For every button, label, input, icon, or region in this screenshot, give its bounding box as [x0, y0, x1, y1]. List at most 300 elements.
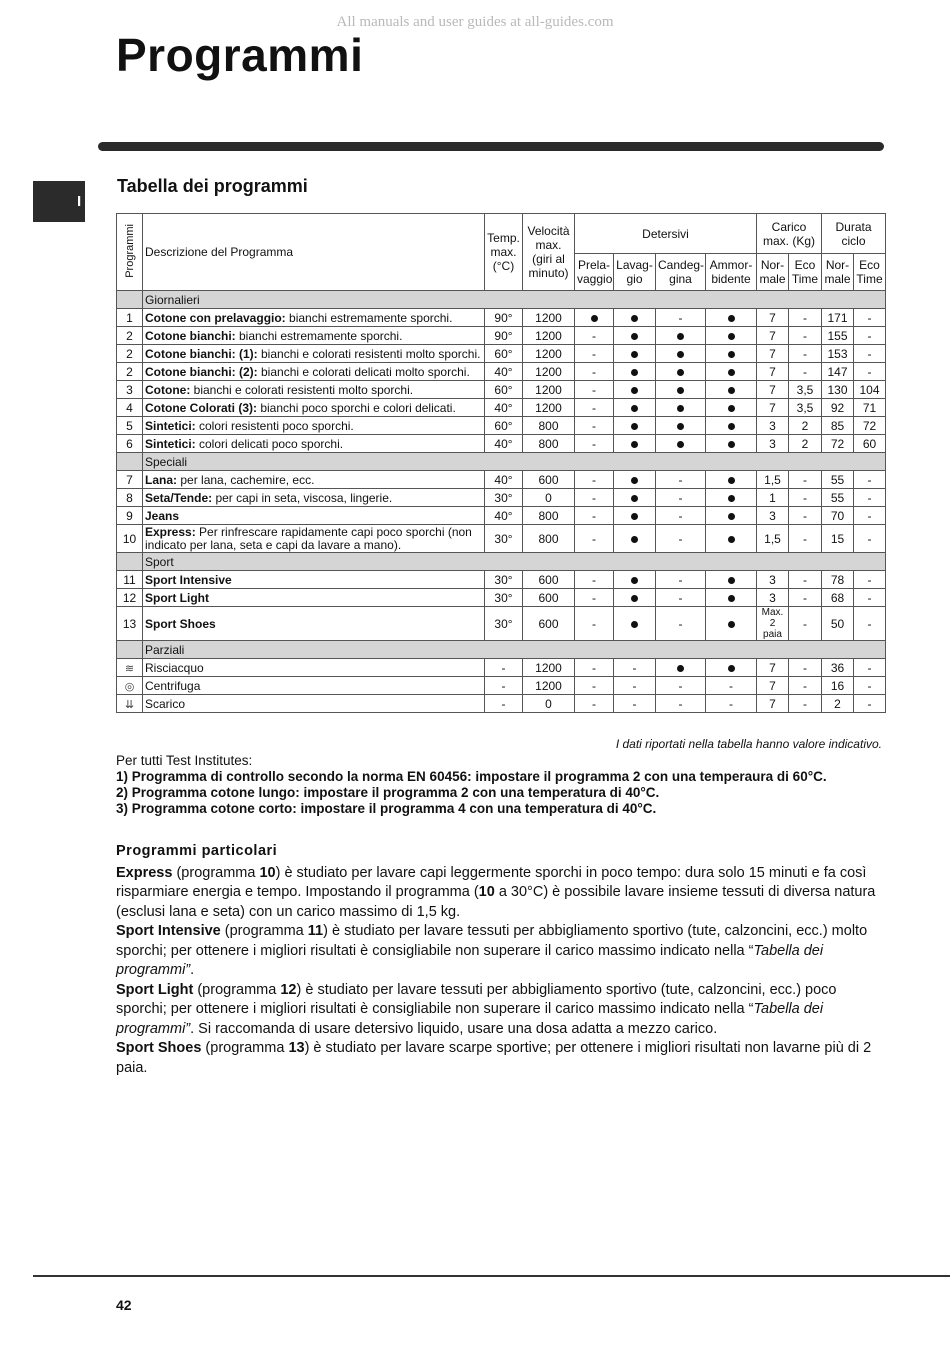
duration-eco-cell: - — [854, 507, 886, 525]
filled-dot-icon — [728, 387, 735, 394]
program-desc-text: Centrifuga — [145, 678, 201, 693]
program-name: Cotone con prelavaggio: — [145, 310, 286, 325]
temp-cell: 60° — [485, 345, 523, 363]
filled-dot-icon — [631, 477, 638, 484]
load-normal-cell: Max. 2 paia — [757, 607, 789, 641]
paragraph-text: . — [190, 962, 195, 978]
prelavaggio-cell: - — [575, 589, 614, 607]
program-number: 1 — [117, 309, 143, 327]
program-description — [143, 435, 485, 453]
category-spacer — [117, 291, 143, 309]
filled-dot-icon — [728, 351, 735, 358]
ammorbidente-cell: - — [706, 677, 757, 695]
filled-dot-icon — [728, 577, 735, 584]
duration-normal-cell: 36 — [822, 659, 854, 677]
programs-table — [116, 213, 886, 713]
program-desc-text: bianchi estremamente sporchi. — [235, 328, 403, 343]
emphasis-text: 11 — [307, 923, 324, 939]
test-institutes — [116, 753, 827, 817]
load-eco-cell: - — [789, 677, 822, 695]
header-lavaggio: Lavag- gio — [614, 254, 656, 291]
ammorbidente-cell — [706, 489, 757, 507]
program-name: Cotone: — [145, 382, 191, 397]
load-eco-cell: - — [789, 507, 822, 525]
title-divider — [98, 142, 884, 151]
prelavaggio-cell: - — [575, 399, 614, 417]
header-detersivi: Detersivi — [575, 214, 757, 254]
filled-dot-icon — [677, 333, 684, 340]
table-note: I dati riportati nella tabella hanno valore indicativo. — [615, 737, 882, 751]
program-description — [143, 471, 485, 489]
duration-normal-cell: 85 — [822, 417, 854, 435]
speed-cell: 1200 — [523, 677, 575, 695]
header-temp: Temp. max. (°C) — [485, 214, 523, 291]
filled-dot-icon — [728, 369, 735, 376]
duration-normal-cell: 50 — [822, 607, 854, 641]
duration-eco-cell: - — [854, 695, 886, 713]
temp-cell: 90° — [485, 327, 523, 345]
table-row — [117, 525, 886, 553]
lavaggio-cell — [614, 399, 656, 417]
temp-cell: 40° — [485, 435, 523, 453]
load-normal-cell: 3 — [757, 571, 789, 589]
category-label: Giornalieri — [143, 291, 886, 309]
ammorbidente-cell — [706, 589, 757, 607]
page-number: 42 — [116, 1297, 132, 1313]
program-number: 10 — [117, 525, 143, 553]
filled-dot-icon — [631, 495, 638, 502]
program-desc-text: per capi in seta, viscosa, lingerie. — [212, 490, 393, 505]
program-icon-cell — [117, 695, 143, 713]
header-programmi: Programmi — [117, 214, 143, 291]
lavaggio-cell — [614, 525, 656, 553]
filled-dot-icon — [728, 621, 735, 628]
duration-eco-cell: - — [854, 525, 886, 553]
duration-normal-cell: 72 — [822, 435, 854, 453]
speed-cell: 600 — [523, 589, 575, 607]
test-institutes-line: 2) Programma cotone lungo: impostare il programma 2 con una temperatura di 40°C. — [116, 785, 660, 800]
filled-dot-icon — [677, 351, 684, 358]
category-row — [117, 641, 886, 659]
ammorbidente-cell — [706, 381, 757, 399]
category-label: Parziali — [143, 641, 886, 659]
speed-cell: 800 — [523, 525, 575, 553]
prelavaggio-cell: - — [575, 417, 614, 435]
program-desc-text: Scarico — [145, 696, 186, 711]
section-title: Tabella dei programmi — [117, 176, 308, 196]
speed-cell: 1200 — [523, 399, 575, 417]
prelavaggio-cell: - — [575, 659, 614, 677]
temp-cell: 40° — [485, 399, 523, 417]
program-number: 6 — [117, 435, 143, 453]
table-row — [117, 363, 886, 381]
ammorbidente-cell: - — [706, 695, 757, 713]
duration-eco-cell: - — [854, 471, 886, 489]
load-normal-cell: 3 — [757, 435, 789, 453]
program-description — [143, 659, 485, 677]
table-row — [117, 695, 886, 713]
paragraph-text: ) è studiato per lavare scarpe sportive; per ottenere i migliori risultati non lavarne più di 2 paia. — [116, 1040, 872, 1076]
temp-cell: 40° — [485, 363, 523, 381]
duration-normal-cell: 55 — [822, 471, 854, 489]
speed-cell: 1200 — [523, 363, 575, 381]
load-eco-cell: - — [789, 695, 822, 713]
duration-eco-cell: 60 — [854, 435, 886, 453]
temp-cell: - — [485, 659, 523, 677]
filled-dot-icon — [728, 595, 735, 602]
program-number: 4 — [117, 399, 143, 417]
load-normal-cell: 1 — [757, 489, 789, 507]
prelavaggio-cell: - — [575, 471, 614, 489]
category-spacer — [117, 553, 143, 571]
emphasis-text: Sport Shoes — [116, 1040, 202, 1056]
program-name: Lana: — [145, 472, 178, 487]
header-carico: Carico max. (Kg) — [757, 214, 822, 254]
speed-cell: 1200 — [523, 327, 575, 345]
test-institutes-heading: Per tutti Test Institutes: — [116, 753, 253, 768]
load-normal-cell: 7 — [757, 363, 789, 381]
emphasis-text: 10 — [259, 864, 276, 881]
duration-normal-cell: 155 — [822, 327, 854, 345]
drain-icon: ⇊ — [124, 698, 135, 711]
duration-eco-cell: - — [854, 327, 886, 345]
load-eco-cell: - — [789, 309, 822, 327]
program-name: Cotone bianchi: — [145, 328, 236, 343]
lavaggio-cell — [614, 435, 656, 453]
filled-dot-icon — [677, 441, 684, 448]
program-desc-text: per lana, cachemire, ecc. — [177, 472, 315, 487]
program-desc-text: bianchi e colorati delicati molto sporchi. — [257, 364, 470, 379]
program-desc-text: Risciacquo — [145, 660, 204, 675]
prelavaggio-cell — [575, 309, 614, 327]
header-durata: Durata ciclo — [822, 214, 886, 254]
load-eco-cell: - — [789, 345, 822, 363]
load-eco-cell: 3,5 — [789, 381, 822, 399]
duration-normal-cell: 153 — [822, 345, 854, 363]
filled-dot-icon — [631, 513, 638, 520]
load-normal-cell: 1,5 — [757, 525, 789, 553]
emphasis-text: 10 — [478, 884, 495, 900]
table-row — [117, 607, 886, 641]
program-description — [143, 489, 485, 507]
temp-cell: 40° — [485, 471, 523, 489]
special-programs-title: Programmi particolari — [116, 843, 278, 859]
speed-cell: 1200 — [523, 309, 575, 327]
prelavaggio-cell: - — [575, 327, 614, 345]
filled-dot-icon — [631, 333, 638, 340]
load-eco-cell: - — [789, 589, 822, 607]
ammorbidente-cell — [706, 399, 757, 417]
duration-normal-cell: 147 — [822, 363, 854, 381]
duration-eco-cell: - — [854, 363, 886, 381]
load-normal-cell: 3 — [757, 589, 789, 607]
prelavaggio-cell: - — [575, 489, 614, 507]
table-row — [117, 471, 886, 489]
header-velocita: Velocità max. (giri al minuto) — [523, 214, 575, 291]
program-number: 2 — [117, 363, 143, 381]
program-desc-text: colori delicati poco sporchi. — [195, 436, 344, 451]
paragraph-text: (programma — [201, 1040, 289, 1056]
filled-dot-icon — [728, 405, 735, 412]
lavaggio-cell — [614, 571, 656, 589]
program-description — [143, 507, 485, 525]
table-row — [117, 309, 886, 327]
prelavaggio-cell: - — [575, 607, 614, 641]
speed-cell: 800 — [523, 435, 575, 453]
filled-dot-icon — [728, 441, 735, 448]
temp-cell: 40° — [485, 507, 523, 525]
program-desc-text: bianchi poco sporchi e colori delicati. — [257, 400, 456, 415]
filled-dot-icon — [677, 369, 684, 376]
candeggina-cell — [656, 363, 706, 381]
program-name: Seta/Tende: — [145, 490, 213, 505]
program-description — [143, 345, 485, 363]
duration-normal-cell: 15 — [822, 525, 854, 553]
temp-cell: 60° — [485, 381, 523, 399]
candeggina-cell: - — [656, 677, 706, 695]
table-row — [117, 435, 886, 453]
category-spacer — [117, 453, 143, 471]
load-normal-cell: 1,5 — [757, 471, 789, 489]
header-carico-eco: Eco Time — [789, 254, 822, 291]
program-name: Jeans — [145, 508, 180, 523]
category-spacer — [117, 641, 143, 659]
candeggina-cell: - — [656, 471, 706, 489]
temp-cell: 30° — [485, 489, 523, 507]
speed-cell: 600 — [523, 471, 575, 489]
program-description — [143, 399, 485, 417]
lavaggio-cell — [614, 327, 656, 345]
ammorbidente-cell — [706, 525, 757, 553]
program-name: Cotone Colorati (3): — [145, 400, 257, 415]
load-normal-cell: 3 — [757, 417, 789, 435]
program-name: Sintetici: — [145, 418, 196, 433]
filled-dot-icon — [631, 387, 638, 394]
load-normal-cell: 7 — [757, 309, 789, 327]
load-normal-cell: 7 — [757, 345, 789, 363]
table-row — [117, 677, 886, 695]
lavaggio-cell — [614, 363, 656, 381]
load-eco-cell: - — [789, 363, 822, 381]
program-description — [143, 571, 485, 589]
duration-normal-cell: 70 — [822, 507, 854, 525]
load-eco-cell: 2 — [789, 417, 822, 435]
filled-dot-icon — [631, 595, 638, 602]
program-number: 5 — [117, 417, 143, 435]
program-description — [143, 677, 485, 695]
category-row — [117, 553, 886, 571]
candeggina-cell — [656, 345, 706, 363]
speed-cell: 1200 — [523, 345, 575, 363]
program-desc-text: Sport Shoes — [145, 616, 216, 631]
lavaggio-cell — [614, 607, 656, 641]
duration-normal-cell: 55 — [822, 489, 854, 507]
candeggina-cell: - — [656, 507, 706, 525]
program-number: 9 — [117, 507, 143, 525]
program-number: 13 — [117, 607, 143, 641]
page-title: Programmi — [116, 29, 364, 81]
load-normal-cell: 3 — [757, 507, 789, 525]
filled-dot-icon — [677, 405, 684, 412]
duration-eco-cell: - — [854, 571, 886, 589]
category-label: Sport — [143, 553, 886, 571]
ammorbidente-cell — [706, 471, 757, 489]
candeggina-cell: - — [656, 695, 706, 713]
duration-eco-cell: 104 — [854, 381, 886, 399]
load-eco-cell: - — [789, 607, 822, 641]
candeggina-cell: - — [656, 489, 706, 507]
special-program-paragraph — [116, 1039, 886, 1078]
table-row — [117, 659, 886, 677]
filled-dot-icon — [631, 351, 638, 358]
ammorbidente-cell — [706, 309, 757, 327]
table-row — [117, 589, 886, 607]
program-description — [143, 695, 485, 713]
duration-eco-cell: - — [854, 589, 886, 607]
lavaggio-cell: - — [614, 695, 656, 713]
load-normal-cell: 7 — [757, 399, 789, 417]
rinse-icon: ≋ — [124, 662, 135, 675]
italic-text: Tabella dei programmi” — [116, 1001, 824, 1037]
lavaggio-cell — [614, 471, 656, 489]
filled-dot-icon — [677, 665, 684, 672]
duration-eco-cell: - — [854, 607, 886, 641]
table-row — [117, 571, 886, 589]
language-tab: I — [33, 181, 85, 222]
temp-cell: - — [485, 677, 523, 695]
filled-dot-icon — [728, 315, 735, 322]
lavaggio-cell — [614, 309, 656, 327]
filled-dot-icon — [728, 495, 735, 502]
program-description — [143, 589, 485, 607]
emphasis-text: Sport Intensive — [116, 923, 221, 939]
ammorbidente-cell — [706, 435, 757, 453]
filled-dot-icon — [631, 315, 638, 322]
table-row — [117, 327, 886, 345]
speed-cell: 1200 — [523, 659, 575, 677]
program-number: 12 — [117, 589, 143, 607]
speed-cell: 800 — [523, 507, 575, 525]
duration-eco-cell: - — [854, 659, 886, 677]
program-desc-text: bianchi e colorati resistenti molto sporchi. — [257, 346, 481, 361]
lavaggio-cell: - — [614, 677, 656, 695]
special-programs — [116, 842, 886, 1078]
temp-cell: 60° — [485, 417, 523, 435]
speed-cell: 600 — [523, 607, 575, 641]
paragraph-text: (programma — [220, 923, 308, 939]
header-candeggina: Candeg- gina — [656, 254, 706, 291]
candeggina-cell: - — [656, 589, 706, 607]
candeggina-cell — [656, 327, 706, 345]
table-row — [117, 381, 886, 399]
header-ammorbidente: Ammor- bidente — [706, 254, 757, 291]
temp-cell: 30° — [485, 607, 523, 641]
filled-dot-icon — [631, 577, 638, 584]
load-eco-cell: - — [789, 471, 822, 489]
filled-dot-icon — [631, 441, 638, 448]
prelavaggio-cell: - — [575, 435, 614, 453]
emphasis-text: 12 — [280, 981, 297, 998]
lavaggio-cell — [614, 345, 656, 363]
filled-dot-icon — [591, 315, 598, 322]
category-row — [117, 291, 886, 309]
program-number: 2 — [117, 345, 143, 363]
program-number: 8 — [117, 489, 143, 507]
prelavaggio-cell: - — [575, 571, 614, 589]
filled-dot-icon — [677, 387, 684, 394]
program-number: 2 — [117, 327, 143, 345]
program-desc-text: colori resistenti poco sporchi. — [195, 418, 354, 433]
table-row — [117, 417, 886, 435]
ammorbidente-cell — [706, 363, 757, 381]
program-name: Cotone bianchi: (1): — [145, 346, 258, 361]
speed-cell: 0 — [523, 695, 575, 713]
footer-divider — [33, 1275, 950, 1277]
filled-dot-icon — [728, 333, 735, 340]
category-label: Speciali — [143, 453, 886, 471]
prelavaggio-cell: - — [575, 525, 614, 553]
lavaggio-cell — [614, 381, 656, 399]
prelavaggio-cell: - — [575, 345, 614, 363]
duration-eco-cell: - — [854, 677, 886, 695]
duration-normal-cell: 78 — [822, 571, 854, 589]
load-eco-cell: 2 — [789, 435, 822, 453]
filled-dot-icon — [677, 423, 684, 430]
table-row — [117, 399, 886, 417]
filled-dot-icon — [728, 423, 735, 430]
filled-dot-icon — [631, 536, 638, 543]
temp-cell: 30° — [485, 525, 523, 553]
duration-eco-cell: - — [854, 345, 886, 363]
program-icon-cell — [117, 659, 143, 677]
special-program-paragraph — [116, 864, 886, 923]
emphasis-text: Sport Light — [116, 981, 194, 998]
prelavaggio-cell: - — [575, 381, 614, 399]
candeggina-cell: - — [656, 607, 706, 641]
test-institutes-line: 3) Programma cotone corto: impostare il programma 4 con una temperatura di 40°C. — [116, 801, 657, 816]
filled-dot-icon — [631, 423, 638, 430]
paragraph-text: (programma — [193, 981, 281, 998]
candeggina-cell: - — [656, 525, 706, 553]
speed-cell: 800 — [523, 417, 575, 435]
prelavaggio-cell: - — [575, 695, 614, 713]
temp-cell: - — [485, 695, 523, 713]
program-name: Cotone bianchi: (2): — [145, 364, 258, 379]
speed-cell: 600 — [523, 571, 575, 589]
paragraph-text: a 30°C) è possibile lavare insieme tessuti di diversa natura (esclusi lana e seta) con un carico massimo di 1,5 kg. — [116, 884, 876, 920]
filled-dot-icon — [728, 665, 735, 672]
table-row — [117, 345, 886, 363]
prelavaggio-cell: - — [575, 363, 614, 381]
duration-eco-cell: 71 — [854, 399, 886, 417]
program-description — [143, 327, 485, 345]
temp-cell: 30° — [485, 571, 523, 589]
special-program-paragraph — [116, 922, 886, 981]
duration-eco-cell: - — [854, 489, 886, 507]
spin-icon: ◎ — [124, 680, 135, 693]
prelavaggio-cell: - — [575, 677, 614, 695]
paragraph-text: ) è studiato per lavare capi leggermente sporchi in poco tempo: dura solo 15 minuti e fa così risparmiare energia e tempo. Impostando il programma ( — [116, 864, 867, 900]
program-icon-cell — [117, 677, 143, 695]
ammorbidente-cell — [706, 659, 757, 677]
temp-cell: 30° — [485, 589, 523, 607]
table-row — [117, 489, 886, 507]
test-institutes-line: 1) Programma di controllo secondo la norma EN 60456: impostare il programma 2 con una temperaura di 60°C. — [116, 769, 827, 784]
lavaggio-cell — [614, 507, 656, 525]
load-eco-cell: - — [789, 525, 822, 553]
italic-text: Tabella dei programmi” — [116, 942, 824, 978]
header-durata-eco: Eco Time — [854, 254, 886, 291]
